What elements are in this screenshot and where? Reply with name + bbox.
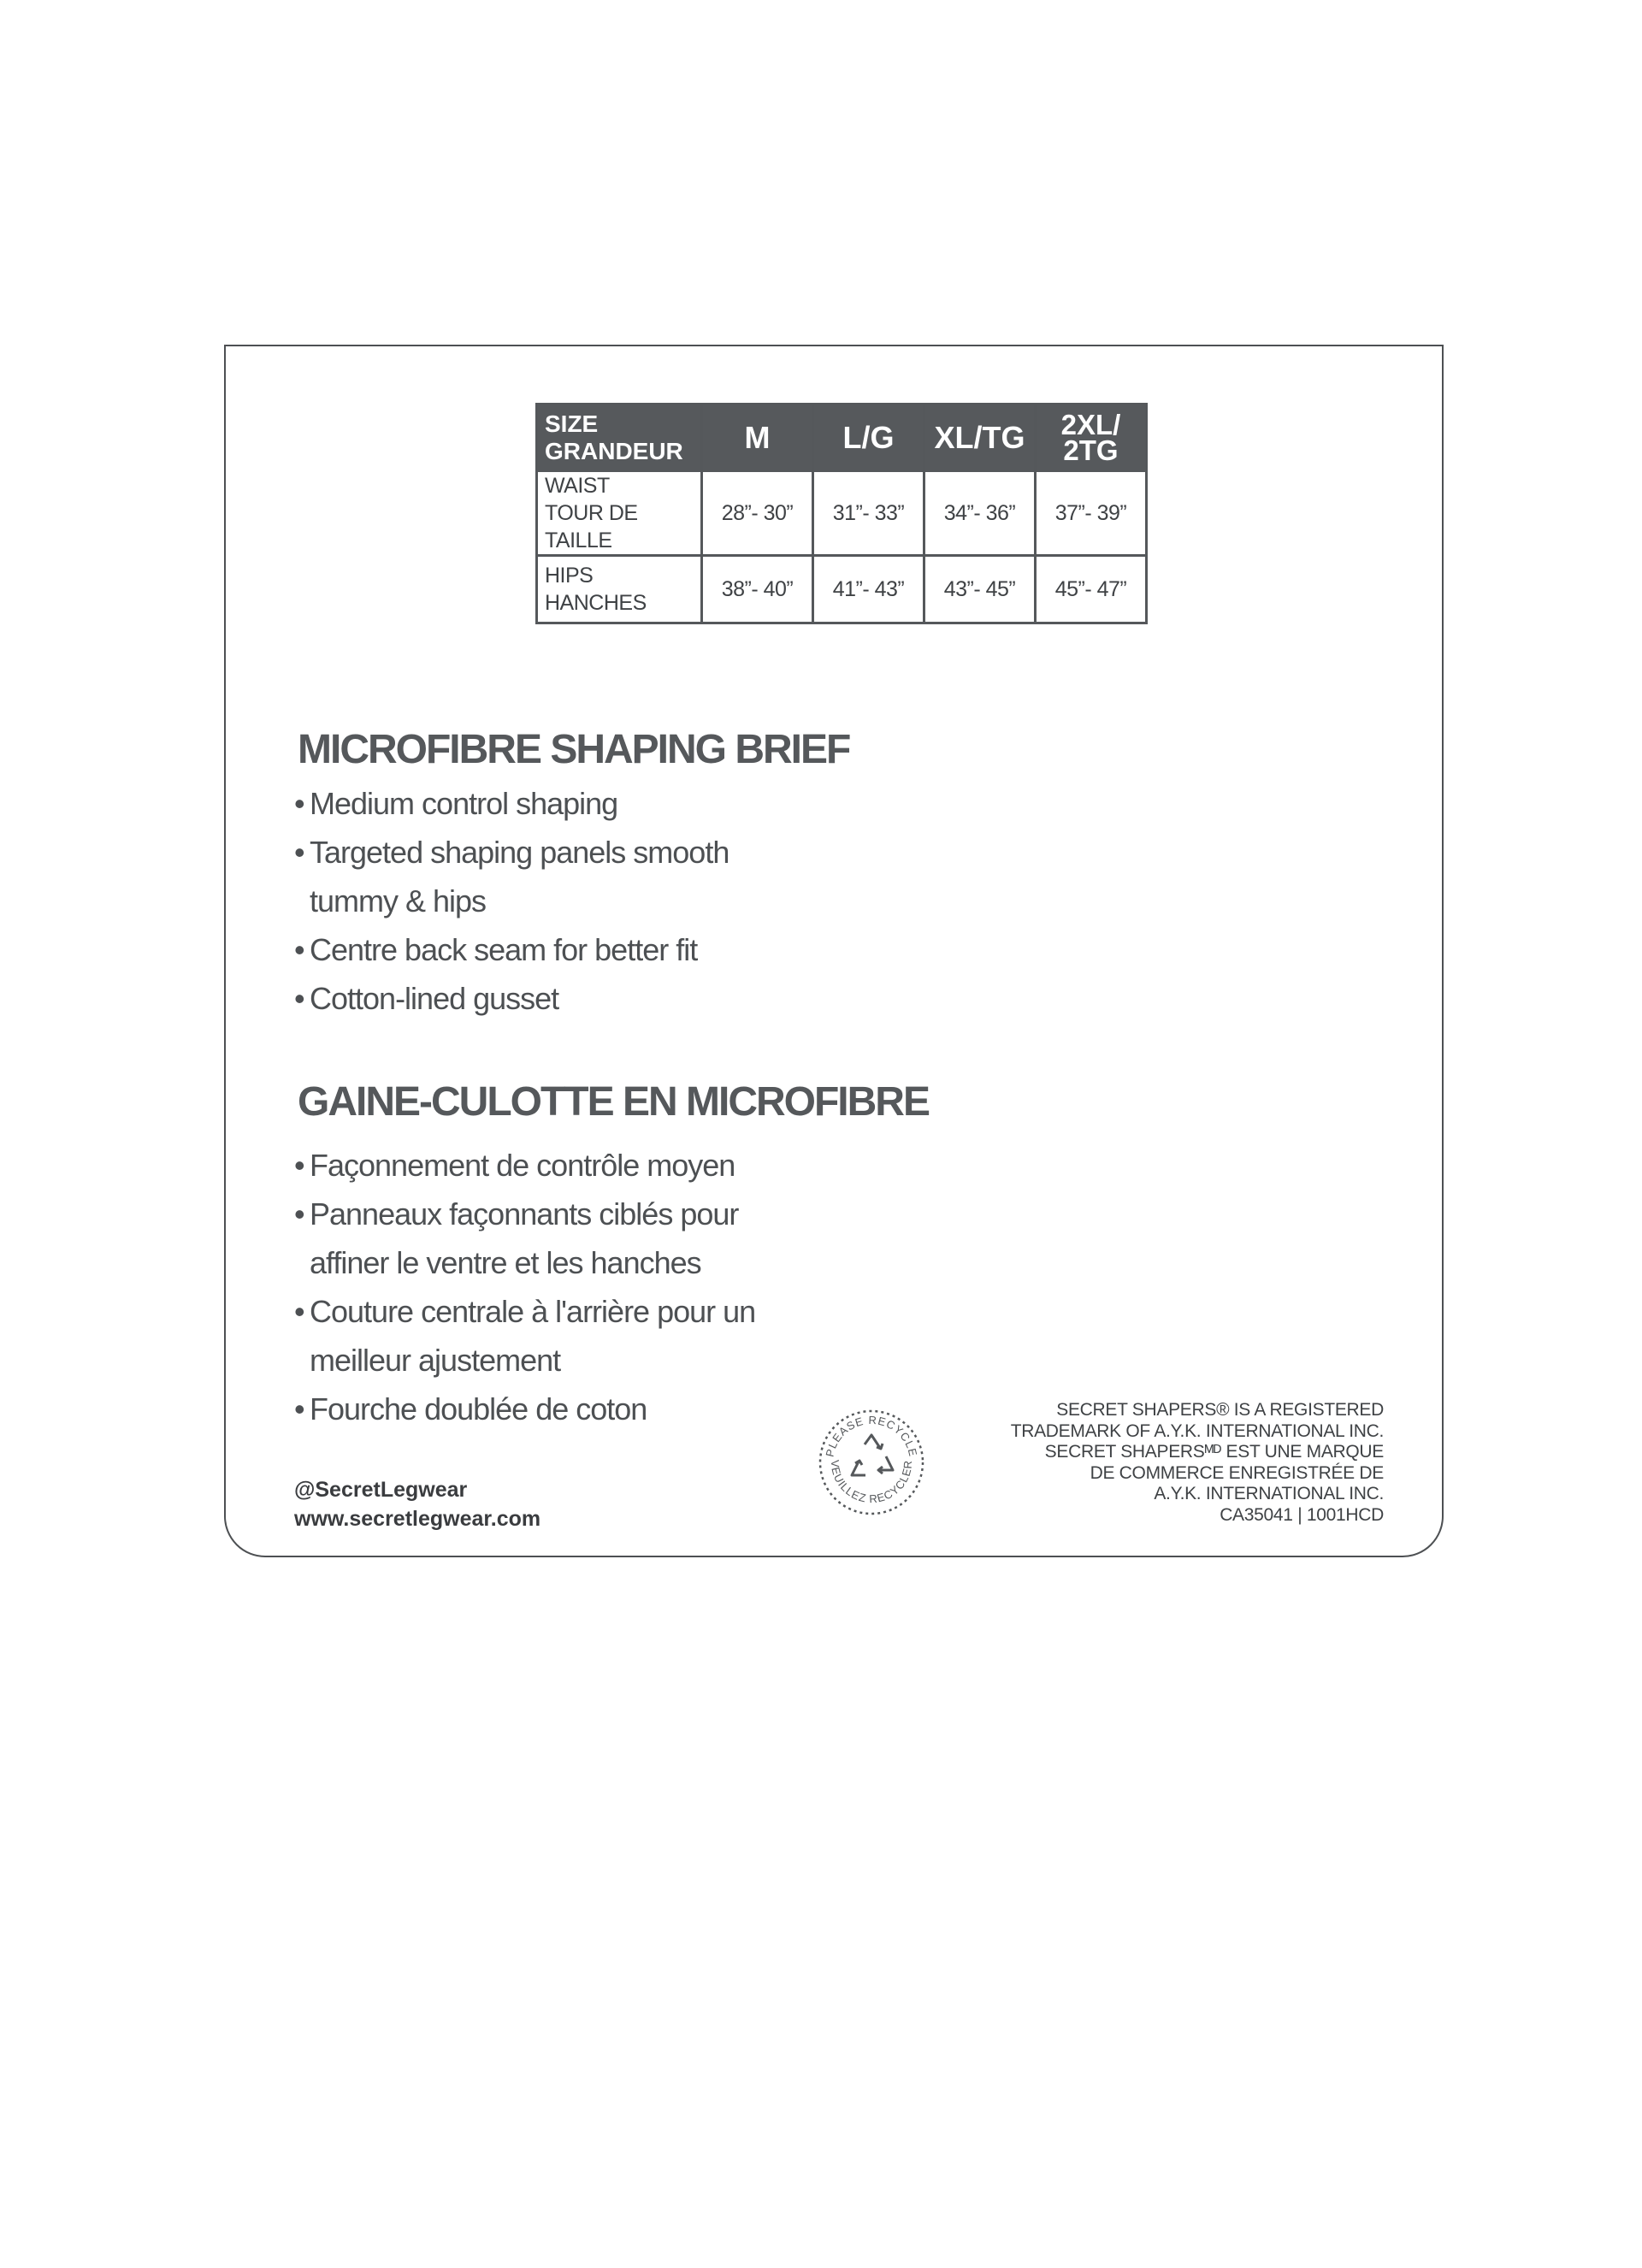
waist-value-2xl: 37”- 39”: [1036, 471, 1147, 556]
feature-item: • Panneaux façonnants ciblés pour affiner le ventre et les hanches: [294, 1190, 755, 1287]
legal-line: TRADEMARK OF A.Y.K. INTERNATIONAL INC.: [1010, 1420, 1384, 1441]
feature-item: • Targeted shaping panels smooth tummy & hips: [294, 828, 729, 925]
size-chart-row-hips: [537, 556, 1147, 623]
size-header-m: M: [702, 405, 813, 471]
feature-item: • Façonnement de contrôle moyen: [294, 1148, 735, 1183]
recycle-icon: [816, 1407, 927, 1518]
row-label-en: HIPS: [545, 564, 594, 588]
size-chart-table: [535, 403, 1148, 624]
size-header-lg: L/G: [813, 405, 924, 471]
legal-line: A.Y.K. INTERNATIONAL INC.: [1154, 1484, 1384, 1503]
feature-item: • Cotton-lined gusset: [294, 981, 559, 1016]
hips-value-xltg: 43”- 45”: [924, 556, 1036, 623]
feature-text: Fourche doublée de coton: [310, 1391, 647, 1426]
feature-text: Centre back seam for better fit: [310, 932, 698, 967]
feature-text: Panneaux façonnants ciblés pour: [310, 1196, 739, 1231]
feature-item: • Medium control shaping: [294, 786, 618, 821]
feature-item: • Couture centrale à l'arrière pour un meilleur ajustement: [294, 1287, 755, 1385]
website-url: www.secretlegwear.com: [294, 1507, 541, 1531]
hips-value-2xl: 45”- 47”: [1036, 556, 1147, 623]
size-label-en: SIZE: [545, 410, 599, 437]
feature-text: Cotton-lined gusset: [310, 981, 559, 1016]
svg-text:VEUILLEZ RECYCLER: [829, 1460, 914, 1506]
hips-value-lg: 41”- 43”: [813, 556, 924, 623]
social-links: [294, 1475, 540, 1533]
feature-text: Façonnement de contrôle moyen: [310, 1148, 735, 1183]
recycle-arrows-icon: [852, 1435, 893, 1475]
trademark-notice: [1011, 1400, 1384, 1526]
row-label-hips: [537, 556, 702, 623]
feature-item: • Fourche doublée de coton: [294, 1391, 647, 1426]
legal-line: SECRET SHAPERS® IS A REGISTERED: [1056, 1400, 1384, 1420]
french-product-title: GAINE-CULOTTE EN MICROFIBRE: [298, 1079, 929, 1125]
size-2xl-line1: 2XL/: [1060, 408, 1121, 440]
size-chart-header-label: [537, 405, 702, 471]
recycle-text-bottom: VEUILLEZ RECYCLER: [828, 1459, 915, 1506]
size-header-2xl: [1036, 405, 1147, 471]
waist-value-xltg: 34”- 36”: [924, 471, 1036, 556]
legal-line: SECRET SHAPERSᴹᴰ EST UNE MARQUE: [1044, 1442, 1384, 1462]
feature-text: Medium control shaping: [310, 786, 618, 821]
size-2xl-line2: 2TG: [1063, 434, 1119, 466]
waist-value-lg: 31”- 33”: [813, 471, 924, 556]
product-info-card: [224, 345, 1444, 1557]
english-feature-list: [294, 779, 729, 1023]
feature-item: • Centre back seam for better fit: [294, 932, 698, 967]
row-label-fr: HANCHES: [545, 591, 647, 615]
feature-text-continued: affiner le ventre et les hanches: [310, 1245, 701, 1280]
french-feature-list: [294, 1141, 755, 1433]
row-label-en: WAIST: [545, 474, 610, 498]
feature-text-continued: meilleur ajustement: [310, 1343, 561, 1378]
recycle-text-top: PLEASE RECYCLE: [823, 1413, 920, 1458]
row-label-fr: TOUR DE TAILLE: [545, 501, 638, 552]
row-label-waist: [537, 471, 702, 556]
size-label-fr: GRANDEUR: [545, 437, 683, 464]
size-chart-header-row: [537, 405, 1147, 471]
feature-text: Couture centrale à l'arrière pour un: [310, 1294, 756, 1329]
feature-text-continued: tummy & hips: [310, 883, 487, 918]
social-handle: @SecretLegwear: [294, 1478, 468, 1502]
legal-line: DE COMMERCE ENREGISTRÉE DE: [1090, 1462, 1384, 1483]
size-header-xltg: XL/TG: [924, 405, 1036, 471]
english-product-title: MICROFIBRE SHAPING BRIEF: [298, 727, 850, 772]
feature-text: Targeted shaping panels smooth: [310, 835, 729, 870]
hips-value-m: 38”- 40”: [702, 556, 813, 623]
product-code: CA35041 | 1001HCD: [1220, 1504, 1384, 1525]
waist-value-m: 28”- 30”: [702, 471, 813, 556]
size-chart-row-waist: [537, 471, 1147, 556]
